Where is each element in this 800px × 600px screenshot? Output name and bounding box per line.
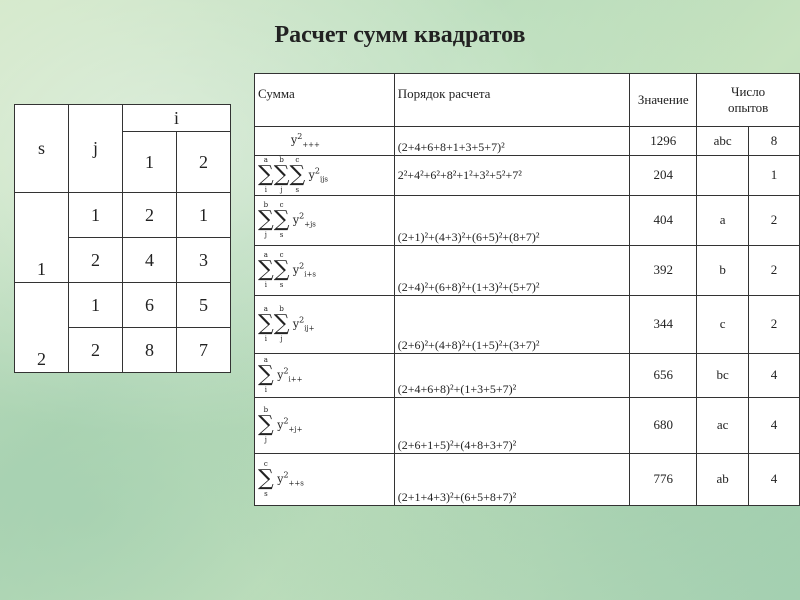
count-cell: 2	[749, 195, 800, 245]
order-cell: 2²+4²+6²+8²+1²+3²+5²+7²	[394, 156, 630, 196]
effect-cell: c	[697, 295, 749, 353]
header-order: Порядок расчета	[394, 74, 630, 127]
cell-value: 5	[177, 283, 231, 328]
value-cell: 404	[630, 195, 697, 245]
cell-j: 2	[69, 238, 123, 283]
cell-s: 1	[15, 193, 69, 283]
effect-cell: abc	[697, 127, 749, 156]
header-i-1: 1	[123, 132, 177, 193]
value-cell: 1296	[630, 127, 697, 156]
cell-j: 2	[69, 328, 123, 373]
value-cell: 392	[630, 245, 697, 295]
table-row	[255, 127, 800, 156]
header-j: j	[69, 105, 123, 193]
formula-sum-j: b ∑ j $y^2_{+j+}$	[255, 397, 395, 453]
cell-value: 4	[123, 238, 177, 283]
value-cell: 204	[630, 156, 697, 196]
input-data-table	[14, 104, 231, 373]
table-row	[15, 193, 231, 238]
effect-cell: ac	[697, 397, 749, 453]
cell-s: 2	[15, 283, 69, 373]
value-cell: 776	[630, 453, 697, 505]
header-sum: Сумма	[255, 74, 395, 127]
formula-total: $y^2_{+++}$	[255, 127, 395, 156]
header-s: s	[15, 105, 69, 193]
order-cell: (2+6)²+(4+8)²+(1+5)²+(3+7)²	[394, 295, 630, 353]
formula-sum-s: c ∑ s $y^2_{++s}$	[255, 453, 395, 505]
cell-j: 1	[69, 193, 123, 238]
table-row	[255, 453, 800, 505]
header-value: Значение	[630, 74, 697, 127]
order-cell: (2+4+6+8)²+(1+3+5+7)²	[394, 353, 630, 397]
table-row	[255, 353, 800, 397]
order-cell: (2+6+1+5)²+(4+8+3+7)²	[394, 397, 630, 453]
value-cell: 680	[630, 397, 697, 453]
header-count-line2: опытов	[727, 100, 769, 115]
table-row	[255, 295, 800, 353]
count-cell: 4	[749, 453, 800, 505]
value-cell: 344	[630, 295, 697, 353]
table-row	[255, 397, 800, 453]
header-i-2: 2	[177, 132, 231, 193]
cell-value: 1	[177, 193, 231, 238]
effect-cell: b	[697, 245, 749, 295]
page-title: Расчет сумм квадратов	[274, 22, 526, 48]
table-row	[255, 156, 800, 196]
count-cell: 2	[749, 245, 800, 295]
table-row	[255, 245, 800, 295]
cell-j: 1	[69, 283, 123, 328]
cell-value: 7	[177, 328, 231, 373]
formula-sum-i: a ∑ i $y^2_{i++}$	[255, 353, 395, 397]
formula-sum-js: b ∑ jc ∑ s $y^2_{+js}$	[255, 195, 395, 245]
cell-value: 8	[123, 328, 177, 373]
order-cell: (2+4+6+8+1+3+5+7)²	[394, 127, 630, 156]
formula-sum-is: a ∑ ic ∑ s $y^2_{i+s}$	[255, 245, 395, 295]
order-cell: (2+1+4+3)²+(6+5+8+7)²	[394, 453, 630, 505]
cell-value: 2	[123, 193, 177, 238]
header-i: i	[123, 105, 231, 132]
effect-cell: ab	[697, 453, 749, 505]
effect-cell: a	[697, 195, 749, 245]
count-cell: 4	[749, 397, 800, 453]
table-row	[15, 283, 231, 328]
formula-sum-ij: a ∑ ib ∑ j $y^2_{ij+}$	[255, 295, 395, 353]
header-count	[697, 74, 800, 127]
value-cell: 656	[630, 353, 697, 397]
count-cell: 1	[749, 156, 800, 196]
effect-cell	[697, 156, 749, 196]
table-row	[255, 195, 800, 245]
count-cell: 8	[749, 127, 800, 156]
cell-value: 6	[123, 283, 177, 328]
header-count-line1: Число	[731, 84, 766, 99]
formula-sum-ijs: a ∑ ib ∑ jc ∑ s $y^2_{ijs}$	[255, 156, 395, 196]
count-cell: 4	[749, 353, 800, 397]
cell-value: 3	[177, 238, 231, 283]
order-cell: (2+4)²+(6+8)²+(1+3)²+(5+7)²	[394, 245, 630, 295]
order-cell: (2+1)²+(4+3)²+(6+5)²+(8+7)²	[394, 195, 630, 245]
sum-of-squares-table	[254, 73, 800, 506]
effect-cell: bc	[697, 353, 749, 397]
count-cell: 2	[749, 295, 800, 353]
